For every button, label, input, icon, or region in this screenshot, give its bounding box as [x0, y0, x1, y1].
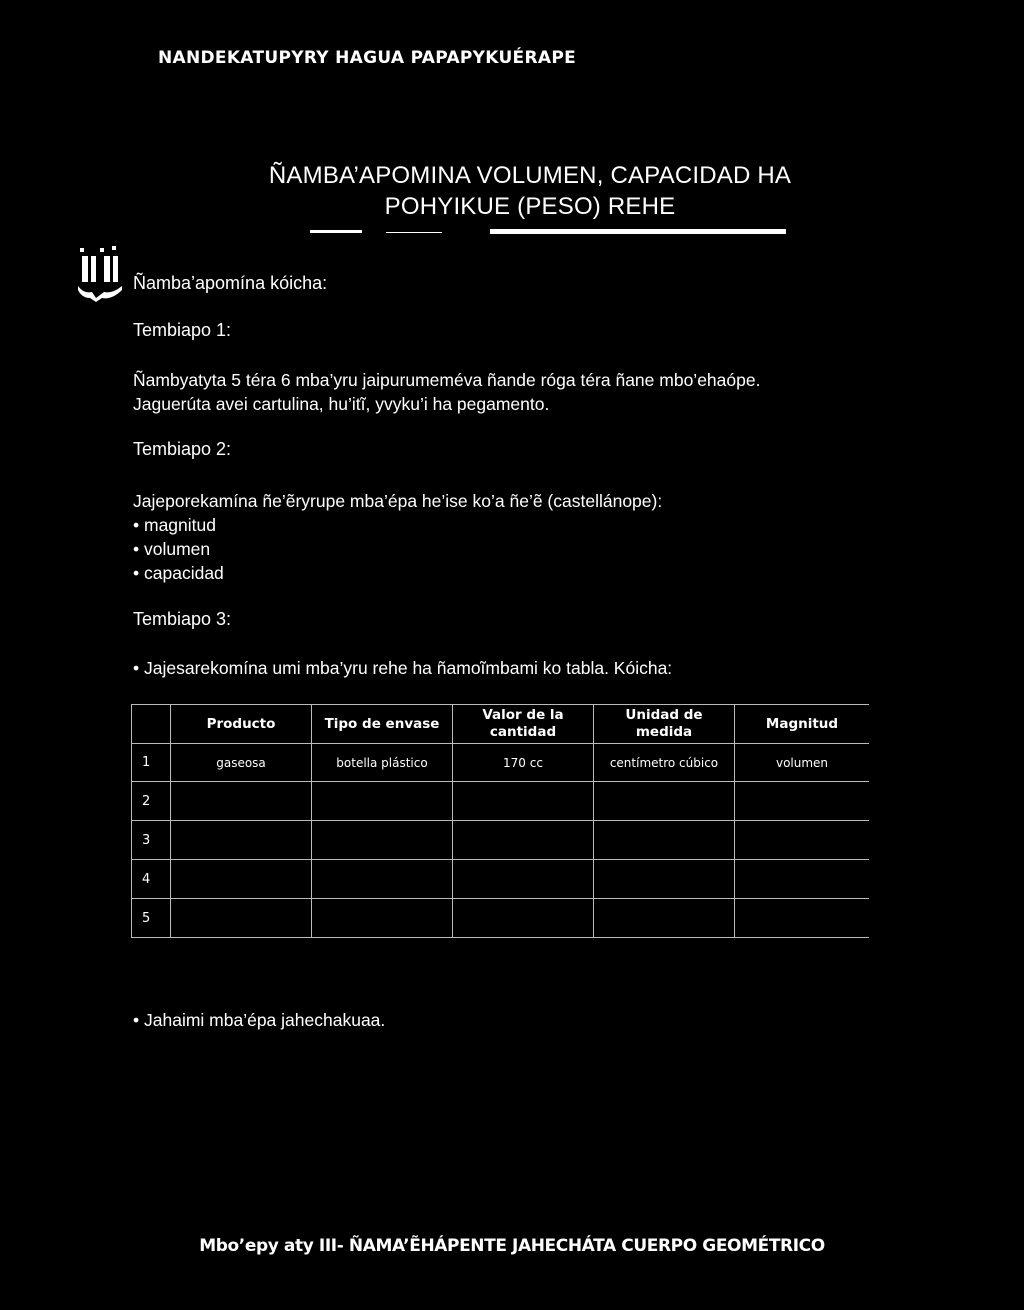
table-cell[interactable]: botella plástico [312, 744, 453, 782]
table-cell: 1 [132, 744, 171, 782]
table-cell: 2 [132, 782, 171, 821]
table-cell[interactable] [594, 899, 735, 938]
table-header: Magnitud [735, 705, 870, 744]
activity-icon [78, 246, 128, 304]
table-header: Tipo de envase [312, 705, 453, 744]
table-cell[interactable]: centímetro cúbico [594, 744, 735, 782]
term-list [133, 513, 662, 585]
table-cell[interactable] [735, 860, 870, 899]
data-table [131, 704, 869, 938]
table-cell[interactable] [453, 899, 594, 938]
table-row [132, 782, 870, 821]
table-header: Producto [171, 705, 312, 744]
table-cell[interactable] [453, 821, 594, 860]
table-cell[interactable] [312, 782, 453, 821]
activity-label: Ñamba’apomína kóicha: [133, 273, 328, 293]
table-row [132, 744, 870, 782]
table-cell[interactable] [735, 782, 870, 821]
table-cell[interactable] [594, 782, 735, 821]
table-cell[interactable] [735, 821, 870, 860]
step3-instruction: • Jajesarekomína umi mba’yru rehe ha ñamoĩmbami ko tabla. Kóicha: [133, 658, 673, 678]
table-cell[interactable]: volumen [735, 744, 870, 782]
title-line-2: POHYIKUE (PESO) REHE [384, 193, 676, 220]
step1-label: Tembiapo 1: [133, 320, 232, 340]
table-row [132, 899, 870, 938]
table-cell[interactable] [171, 899, 312, 938]
table-row [132, 821, 870, 860]
table-cell: 3 [132, 821, 171, 860]
table-header: Unidad de medida [594, 705, 735, 744]
step1-line-1: Ñambyatyta 5 téra 6 mba’yru jaipurumeméva ñande róga téra ñane mbo’ehaópe. [133, 370, 761, 390]
step1-line-2: Jaguerúta avei cartulina, hu’itĩ, yvyku’i ha pegamento. [133, 394, 550, 414]
table-cell[interactable] [312, 899, 453, 938]
table-cell[interactable] [171, 782, 312, 821]
step3-label: Tembiapo 3: [133, 609, 232, 629]
table-cell[interactable] [171, 821, 312, 860]
table-cell[interactable]: gaseosa [171, 744, 312, 782]
table-cell[interactable] [594, 860, 735, 899]
table-cell: 4 [132, 860, 171, 899]
table-cell[interactable]: 170 cc [453, 744, 594, 782]
step2-intro: Jajeporekamína ñe’ẽryrupe mba’épa he’ise ko’a ñe’ẽ (castellánope): [133, 491, 663, 511]
title-rule-left [310, 230, 362, 233]
step3-instruction-text: Jajesarekomína umi mba’yru rehe ha ñamoĩmbami ko tabla. Kóicha: [144, 658, 673, 678]
step1-text [133, 368, 760, 416]
list-item: • volumen [133, 537, 662, 561]
table-cell[interactable] [453, 860, 594, 899]
step2-text [133, 489, 662, 585]
table-cell[interactable] [735, 899, 870, 938]
table-cell[interactable] [312, 860, 453, 899]
table-header-row [132, 705, 870, 744]
table-header [132, 705, 171, 744]
title-rule-right [490, 229, 786, 234]
page-title [200, 160, 860, 222]
list-item: • magnitud [133, 513, 662, 537]
final-instruction: • Jahaimi mba’épa jahechakuaa. [133, 1010, 386, 1030]
title-line-1: ÑAMBA’APOMINA VOLUMEN, CAPACIDAD HA [268, 162, 792, 189]
table-header: Valor de la cantidad [453, 705, 594, 744]
table-cell[interactable] [453, 782, 594, 821]
page-header: NANDEKATUPYRY HAGUA PAPAPYKUÉRAPE [158, 48, 576, 68]
table-row [132, 860, 870, 899]
final-instruction-text: Jahaimi mba’épa jahechakuaa. [144, 1010, 386, 1030]
table-cell: 5 [132, 899, 171, 938]
table-cell[interactable] [312, 821, 453, 860]
step2-label: Tembiapo 2: [133, 439, 232, 459]
page-footer: Mbo’epy aty III- ÑAMA’ẼHÁPENTE JAHECHÁTA CUERPO GEOMÉTRICO [199, 1236, 825, 1256]
table-cell[interactable] [594, 821, 735, 860]
list-item: • capacidad [133, 561, 662, 585]
title-rule-mid [386, 232, 442, 233]
table-cell[interactable] [171, 860, 312, 899]
